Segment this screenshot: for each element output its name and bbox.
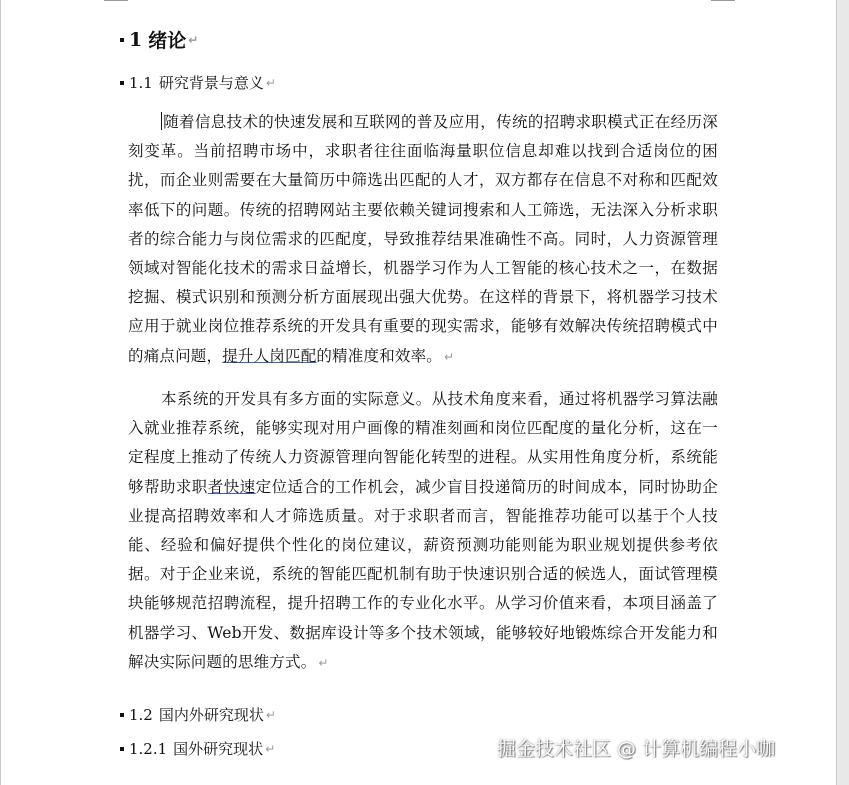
page-shadow xyxy=(837,0,849,785)
paragraph-text: 随着信息技术的快速发展和互联网的普及应用，传统的招聘求职模式正在经历深刻变革。当前招聘市场中，求职者往往面临海量职位信息却难以找到合适岗位的困扰，而企业则需要在大量简历中筛选出匹配的人才，双方都存在信息不对称和匹配效率低下的问题。传统的招聘网站主要依赖关键词搜索和人工筛选，无法深入分析求职者的综合能力与岗位需求的匹配度，导致推荐结果准确性不高。同时，人力资源管理领域对智能化技术的需求日益增长，机器学习作为人工智能的核心技术之一，在数据挖掘、模式识别和预测分析方面展现出强大优势。在这样的背景下，将机器学习技术应用于就业岗位推荐系统的开发具有重要的现实需求，能够有效解决传统招聘模式中的痛点问题， xyxy=(128,113,718,365)
paragraph-text: 的精准度和效率。 xyxy=(316,346,443,365)
heading-number: 1 xyxy=(129,28,143,51)
paragraph-mark-icon: ↵ xyxy=(265,75,276,90)
paragraph-mark-icon: ↵ xyxy=(265,707,276,722)
heading-1-2[interactable] xyxy=(120,704,276,725)
outline-bullet-icon xyxy=(120,713,124,717)
paragraph-mark-icon: ↵ xyxy=(444,349,455,364)
paragraph-background[interactable] xyxy=(128,108,718,372)
paragraph-mark-icon: ↵ xyxy=(188,32,199,47)
heading-title: 研究背景与意义 xyxy=(158,74,264,92)
heading-number: 1.2.1 xyxy=(129,739,168,758)
outline-bullet-icon xyxy=(120,81,124,85)
outline-bullet-icon xyxy=(120,38,124,42)
paragraph-significance[interactable] xyxy=(128,385,718,678)
heading-title: 绪论 xyxy=(148,30,187,52)
heading-number: 1.2 xyxy=(129,705,153,724)
text-cursor xyxy=(161,112,162,130)
paragraph-mark-icon: ↵ xyxy=(265,741,276,756)
watermark: 掘金技术社区 @ 计算机编程小咖 xyxy=(497,738,776,760)
grammar-check-underline[interactable]: 者快速 xyxy=(207,477,256,496)
outline-bullet-icon xyxy=(120,747,124,751)
paragraph-text: 定位适合的工作机会，减少盲目投递简历的时间成本，同时协助企业提高招聘效率和人才筛选质量。对于求职者而言，智能推荐功能可以基于个人技能、经验和偏好提供个性化的岗位建议，薪资预测功能则能为职业规划提供参考依据。对于企业来说，系统的智能匹配机制有助于快速识别合适的候选人，面试管理模块能够规范招聘流程，提升招聘工作的专业化水平。从学习价值来看，本项目涵盖了机器学习、Web开发、数据库设计等多个技术领域，能够较好地锻炼综合开发能力和解决实际问题的思维方式。 xyxy=(128,477,718,671)
paragraph-mark-icon: ↵ xyxy=(318,655,329,670)
heading-title: 国内外研究现状 xyxy=(158,706,264,724)
margin-crop-mark-right xyxy=(711,0,735,1)
heading-title: 国外研究现状 xyxy=(173,740,264,758)
paragraph-text: 本系统的开发具有多方面的实际意义。从技术角度来看，通过将机器学习算法融入就业推荐系统，能够实现对用户画像的精准刻画和岗位匹配度的量化分析，这在一定程度上推动了传统人力资源管理向智能化转型的进程。从实用性角度分析，系统能够帮助求职 xyxy=(128,390,718,496)
margin-crop-mark-left xyxy=(104,0,128,1)
heading-number: 1.1 xyxy=(129,73,153,92)
page-left-edge xyxy=(0,0,1,785)
heading-1-2-1[interactable] xyxy=(120,738,275,759)
heading-1-1[interactable] xyxy=(120,72,276,93)
grammar-check-underline[interactable]: 提升人岗匹配 xyxy=(222,346,317,365)
heading-1[interactable] xyxy=(120,26,198,53)
